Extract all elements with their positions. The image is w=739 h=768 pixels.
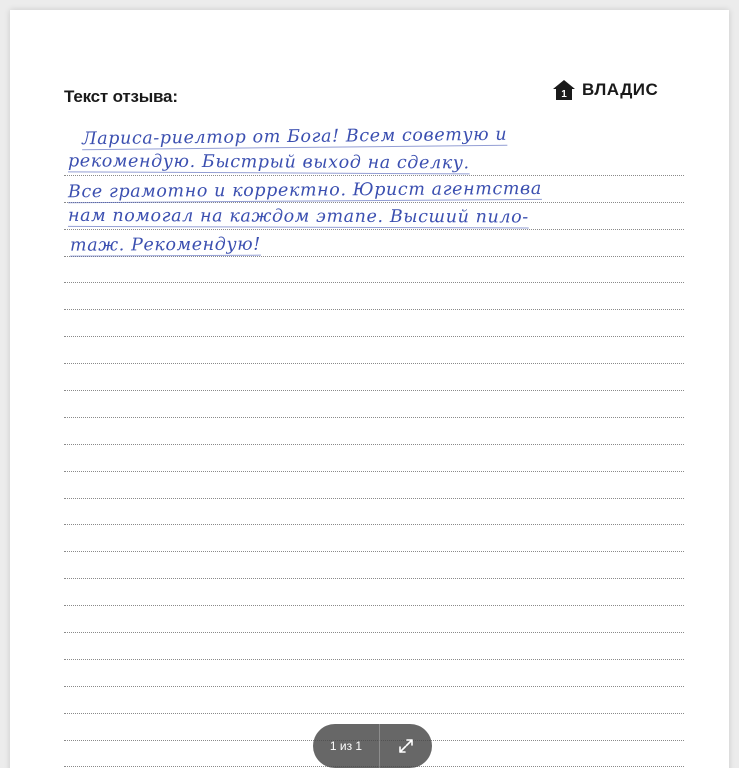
ruled-line (64, 257, 684, 284)
review-line-1: Лариса-риелтор от Бога! Всем советую и (81, 124, 508, 150)
ruled-line (64, 337, 684, 364)
expand-button[interactable] (380, 724, 432, 768)
house-logo-icon (552, 79, 576, 101)
ruled-line (64, 633, 684, 660)
logo-mark: 1 (561, 89, 567, 100)
ruled-line (64, 364, 684, 391)
ruled-line (64, 418, 684, 445)
ruled-line (64, 310, 684, 337)
logo-text: ВЛАДИС (582, 80, 659, 99)
ruled-line (64, 606, 684, 633)
ruled-line (64, 499, 684, 526)
ruled-line (64, 283, 684, 310)
handwritten-review (68, 123, 708, 257)
ruled-line (64, 552, 684, 579)
review-form-page (10, 10, 729, 768)
ruled-line (64, 525, 684, 552)
review-line-5: таж. Рекомендую! (69, 234, 261, 256)
ruled-line (64, 687, 684, 714)
ruled-line (64, 445, 684, 472)
vladis-logo (552, 79, 658, 101)
expand-diagonal-icon (398, 738, 414, 754)
review-line-3: Все грамотно и корректно. Юрист агентства (67, 178, 542, 203)
ruled-line (64, 579, 684, 606)
ruled-line (64, 660, 684, 687)
review-line-2: рекомендую. Быстрый выход на сделку. (67, 151, 470, 174)
ruled-line (64, 472, 684, 499)
ruled-line (64, 391, 684, 418)
review-line-4: нам помогал на каждом этапе. Высший пило- (67, 205, 529, 228)
form-title: Текст отзыва: (64, 87, 178, 106)
page-counter: 1 из 1 (329, 739, 363, 753)
page-navigator (313, 724, 432, 768)
